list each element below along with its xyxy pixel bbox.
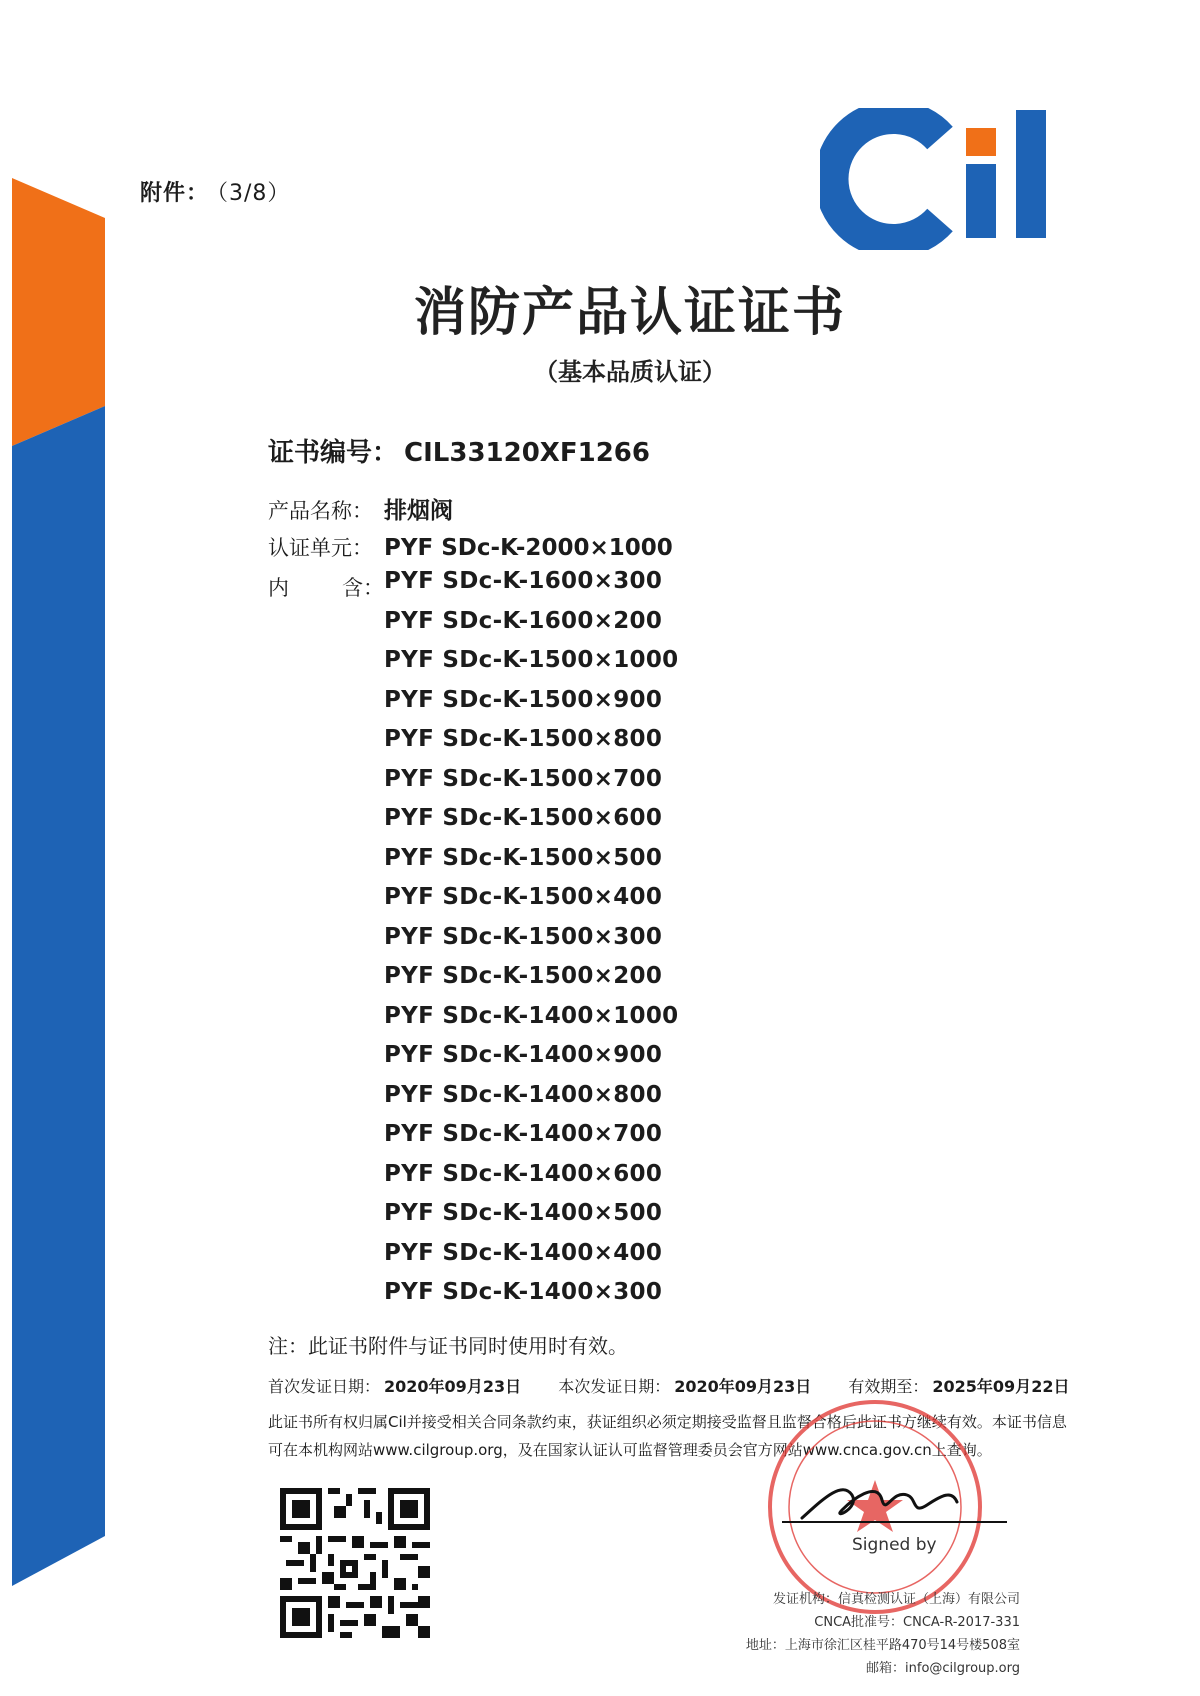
issuer-email: 邮箱：info@cilgroup.org — [866, 1661, 1020, 1676]
contains-label-a: 内 — [268, 576, 289, 600]
validity-note: 注：此证书附件与证书同时使用时有效。 — [268, 1334, 628, 1358]
model-item: PYF SDc-K-1400×600 — [384, 1160, 663, 1187]
certification-unit-label: 认证单元： — [268, 536, 373, 560]
issuer-address: 地址：上海市徐汇区桂平路470号14号楼508室 — [745, 1638, 1020, 1653]
qr-code — [280, 1488, 430, 1638]
model-item: PYF SDc-K-1400×900 — [384, 1042, 663, 1068]
blue-side-stripe — [12, 406, 105, 1586]
issuer-cnca: CNCA批准号：CNCA-R-2017-331 — [814, 1615, 1020, 1630]
current-issue-date: 2020年09月23日 — [674, 1377, 812, 1396]
legal-text: 此证书所有权归属Cil并接受相关合同条款约束，获证组织必须定期接受监督且监督合格后此证书方继续有效。本证书信息可在本机构网站www.cilgroup.org，及在国家认证认可监督管理委员会官方网站www.cnca.gov.cn上查询。 — [268, 1413, 1067, 1459]
model-item: PYF SDc-K-1500×800 — [384, 726, 663, 752]
model-list — [384, 568, 678, 1319]
model-item: PYF SDc-K-1500×900 — [384, 686, 663, 713]
product-name-label: 产品名称： — [268, 499, 373, 523]
valid-until-label: 有效期至： — [848, 1377, 929, 1396]
model-item: PYF SDc-K-1600×300 — [384, 568, 663, 594]
first-issue-label: 首次发证日期： — [268, 1377, 381, 1396]
certificate-number-row — [268, 432, 650, 469]
issuer-name: 发证机构：信真检测认证（上海）有限公司 — [772, 1592, 1020, 1607]
model-item: PYF SDc-K-1500×200 — [384, 963, 663, 989]
current-issue-label: 本次发证日期： — [558, 1377, 671, 1396]
certificate-number: CIL33120XF1266 — [404, 438, 650, 468]
first-issue-date: 2020年09月23日 — [384, 1377, 522, 1396]
model-item: PYF SDc-K-1500×600 — [384, 805, 663, 831]
model-item: PYF SDc-K-1500×700 — [384, 765, 663, 792]
certificate-number-label: 证书编号 — [268, 438, 373, 468]
product-name-value: 排烟阀 — [384, 498, 453, 524]
model-item: PYF SDc-K-1500×500 — [384, 844, 663, 871]
valid-until-date: 2025年09月22日 — [932, 1377, 1070, 1396]
cil-logo — [820, 108, 1060, 250]
page-title: 消防产品认证证书 — [413, 283, 846, 343]
model-item: PYF SDc-K-1400×700 — [384, 1121, 663, 1147]
contains-label-b: 含： — [342, 576, 384, 600]
model-item: PYF SDc-K-1500×400 — [384, 884, 663, 910]
model-item: PYF SDc-K-1400×1000 — [384, 1002, 679, 1029]
signature — [782, 1460, 1012, 1530]
product-name-row — [268, 492, 453, 525]
model-item: PYF SDc-K-1400×500 — [384, 1200, 663, 1226]
model-item: PYF SDc-K-1400×800 — [384, 1081, 663, 1108]
model-item: PYF SDc-K-1400×400 — [384, 1239, 663, 1266]
attachment-count: （3/8） — [217, 181, 291, 206]
page-subtitle: （基本品质认证） — [534, 358, 726, 386]
model-item: PYF SDc-K-1500×1000 — [384, 647, 679, 673]
model-item: PYF SDc-K-1500×300 — [384, 923, 663, 950]
contains-label — [268, 572, 384, 602]
model-item: PYF SDc-K-1400×300 — [384, 1279, 663, 1305]
attachment-text: 附件： — [140, 181, 210, 206]
attachment-label — [140, 176, 290, 207]
certificate-number-colon: ： — [372, 438, 399, 468]
signed-by-label: Signed by — [852, 1535, 937, 1555]
certification-unit-value: PYF SDc-K-2000×1000 — [384, 535, 673, 561]
model-item: PYF SDc-K-1600×200 — [384, 607, 663, 634]
certification-unit-row — [268, 532, 673, 562]
